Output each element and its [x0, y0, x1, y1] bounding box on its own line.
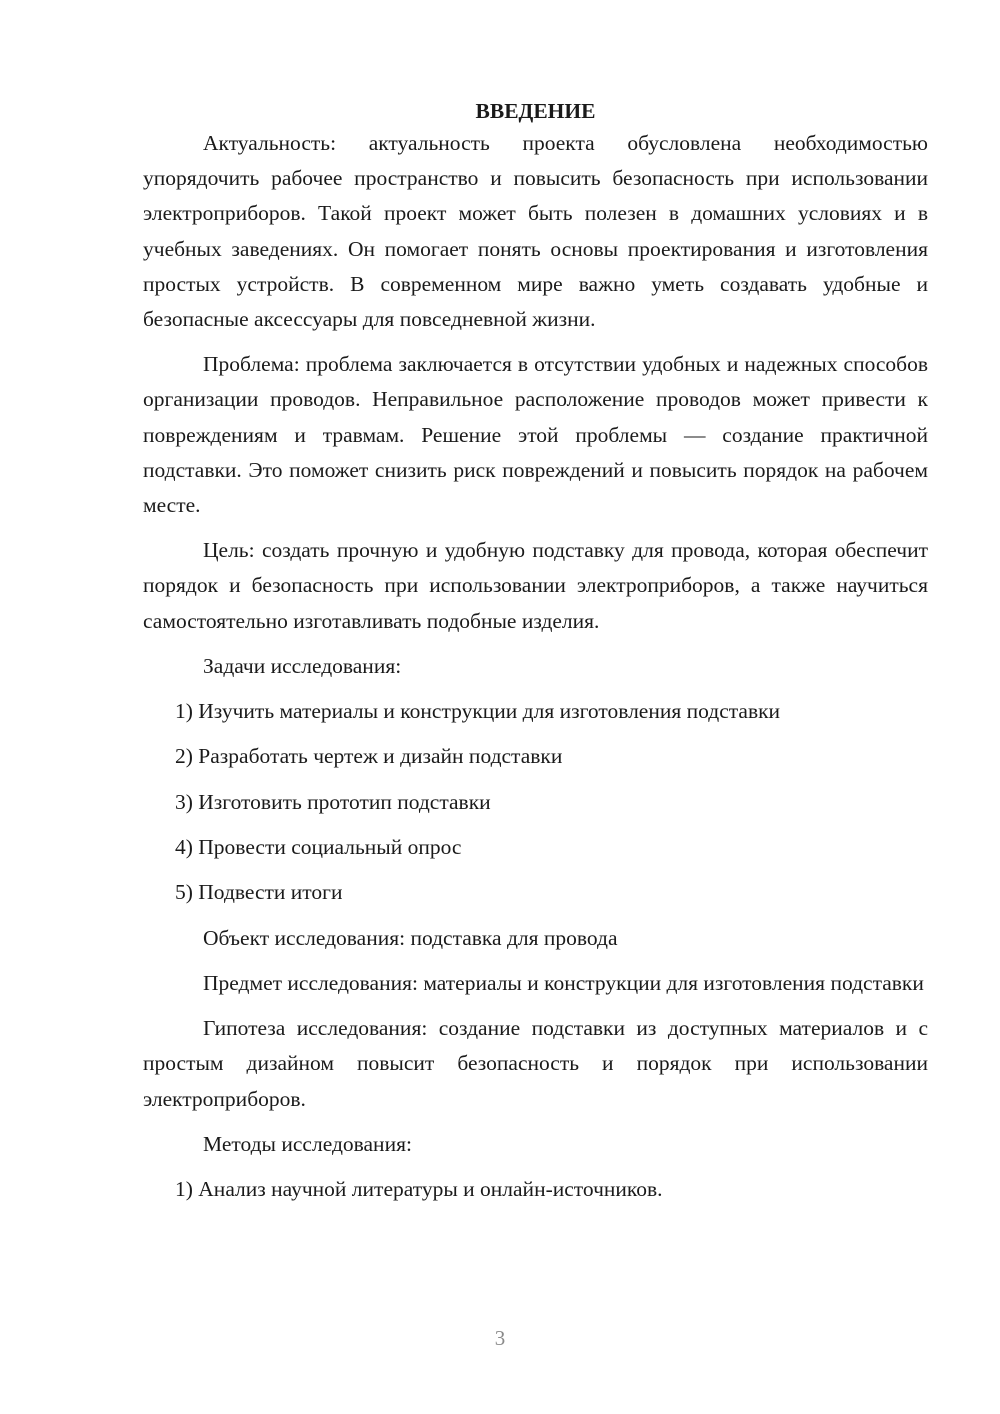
tasks-list	[143, 694, 928, 921]
method-item: 1) Анализ научной литературы и онлайн-источников.	[175, 1176, 663, 1201]
subject-paragraph: Предмет исследования: материалы и конструкции для изготовления подставки	[203, 971, 924, 995]
task-item: 2) Разработать чертеж и дизайн подставки	[175, 744, 563, 769]
page-title: ВВЕДЕНИЕ	[475, 99, 596, 123]
task-item: 1) Изучить материалы и конструкции для изготовления подставки	[175, 698, 781, 723]
document-page	[143, 94, 928, 1217]
page-number: 3	[494, 1326, 506, 1350]
goal-paragraph: Цель: создать прочную и удобную подставку для провода, которая обеспечит порядок и безопасность при использовании электроприборов, а также научиться самостоятельно изготавливать подобные изделия.	[143, 538, 928, 633]
methods-list	[143, 1172, 928, 1217]
object-paragraph: Объект исследования: подставка для провода	[203, 925, 618, 950]
hypothesis-paragraph: Гипотеза исследования: создание подставки из доступных материалов и с простым дизайном повысит безопасность и порядок при использовании электроприборов.	[143, 1016, 928, 1111]
tasks-label: Задачи исследования:	[203, 653, 402, 678]
relevance-paragraph: Актуальность: актуальность проекта обусловлена необходимостью упорядочить рабочее пространство и повысить безопасность при использовании электроприборов. Такой проект может быть полезен в домашних условиях и в учебных заведениях. Он помогает понять основы проектирования и изготовления простых устройств. В современном мире важно уметь создавать удобные и безопасные аксессуары для повседневной жизни.	[143, 131, 928, 332]
task-item: 4) Провести социальный опрос	[175, 835, 462, 860]
task-item: 3) Изготовить прототип подставки	[175, 789, 491, 814]
problem-paragraph: Проблема: проблема заключается в отсутствии удобных и надежных способов организации проводов. Неправильное расположение проводов может привести к повреждениям и травмам. Решение этой проблемы — создание практичной подставки. Это поможет снизить риск повреждений и повысить порядок на рабочем месте.	[143, 352, 928, 518]
task-item: 5) Подвести итоги	[175, 880, 343, 905]
methods-label: Методы исследования:	[203, 1131, 412, 1156]
